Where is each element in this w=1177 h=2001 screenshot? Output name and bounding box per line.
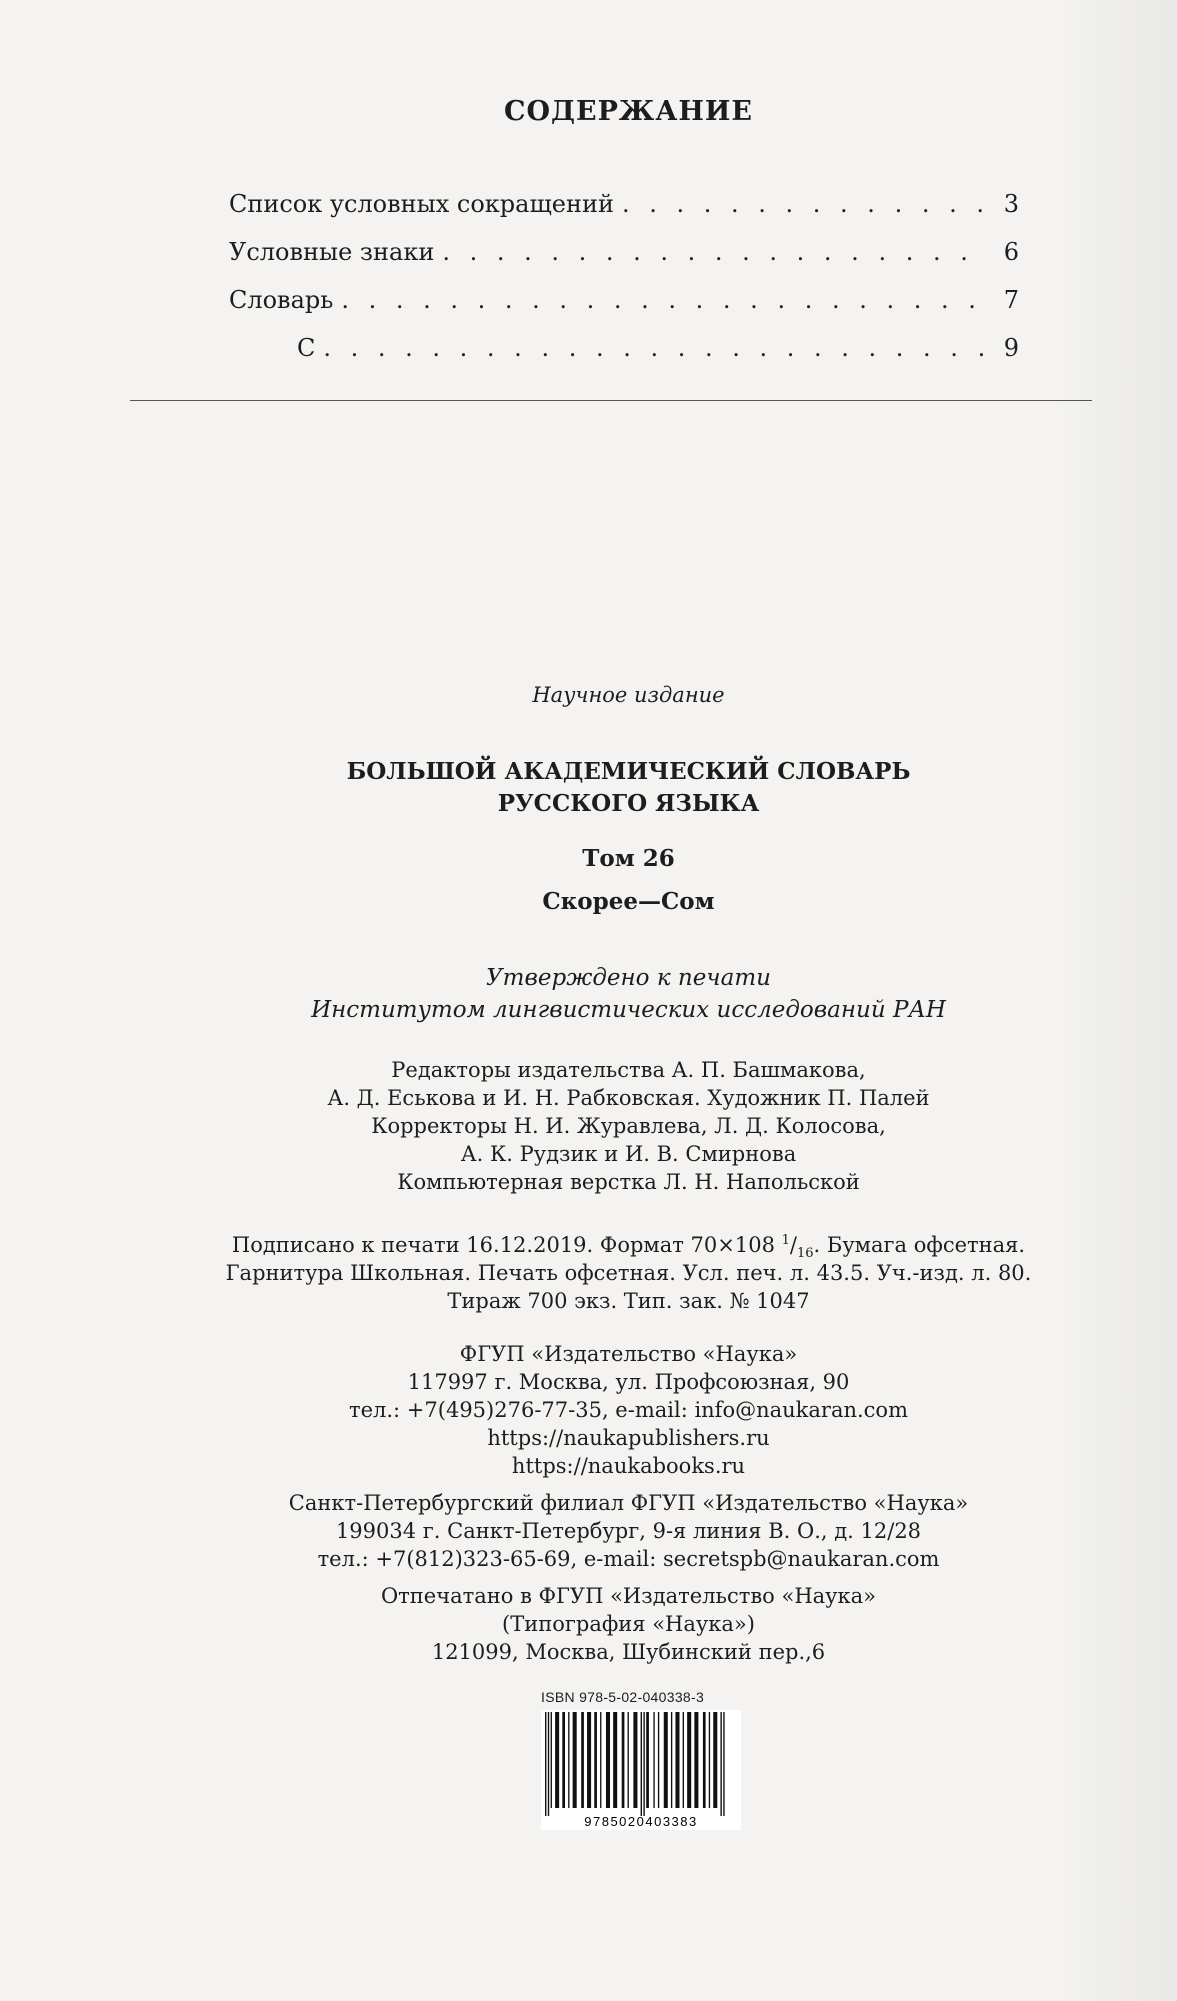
barcode-bar (694, 1712, 698, 1808)
credits-line: Редакторы издательства А. П. Башмакова, (391, 1058, 866, 1082)
print-details-text: . Бумага офсетная. (813, 1233, 1026, 1257)
volume-range: Скорее—Сом (542, 888, 715, 915)
contents-item-label: С (297, 334, 316, 362)
barcode-bar (723, 1712, 724, 1816)
barcode-bar (545, 1712, 546, 1816)
leader-dots (323, 334, 987, 362)
barcode-bar (687, 1712, 691, 1808)
book-title-line2: РУССКОГО ЯЗЫКА (497, 790, 760, 817)
print-details-line3: Тираж 700 экз. Тип. зак. № 1047 (447, 1289, 810, 1313)
contents-item-page: 3 (1003, 190, 1019, 218)
contents-item-label: Условные знаки (229, 238, 435, 266)
contents-item-label: Список условных сокращений (229, 190, 614, 218)
barcode-bar (573, 1712, 577, 1808)
edition-type: Научное издание (532, 683, 725, 707)
publisher-url: https://naukabooks.ru (511, 1454, 746, 1478)
approval-line2: Институтом лингвистических исследований РАН (311, 997, 946, 1023)
barcode-bar (613, 1712, 617, 1808)
contents-item (229, 238, 1019, 286)
barcode-bar (622, 1712, 625, 1808)
contents-item-page: 6 (1003, 238, 1019, 266)
barcode-bar (664, 1712, 668, 1808)
barcode-bar (587, 1712, 591, 1808)
barcode-bar (600, 1712, 601, 1808)
print-details-line2: Гарнитура Школьная. Печать офсетная. Усл. печ. л. 43.5. Уч.-изд. л. 80. (225, 1261, 1032, 1285)
barcode-bar (646, 1712, 649, 1808)
contents-item (229, 334, 1019, 382)
barcode-bar (628, 1712, 629, 1808)
print-details-text: Подписано к печати 16.12.2019. Формат 70×108 (231, 1233, 782, 1257)
leader-dots (442, 238, 987, 266)
contents-item (229, 286, 1019, 334)
barcode-bar (643, 1712, 644, 1816)
barcode-bar (653, 1712, 654, 1808)
barcode-bar (713, 1712, 717, 1808)
leader-dots (341, 286, 987, 314)
barcode-bar (709, 1712, 710, 1808)
contents-list (229, 190, 1019, 382)
format-fraction-numerator: 1 (781, 1233, 790, 1248)
barcode-bar (562, 1712, 565, 1808)
barcode-bar (581, 1712, 584, 1808)
credits-line: Компьютерная верстка Л. Н. Напольской (397, 1170, 860, 1194)
section-divider (130, 400, 1092, 401)
branch-line: 199034 г. Санкт-Петербург, 9-я линия В. О., д. 12/28 (335, 1519, 922, 1543)
barcode-bar (671, 1712, 672, 1808)
barcode-bar (606, 1712, 610, 1808)
barcode-bar (658, 1712, 659, 1808)
approval-line1: Утверждено к печати (486, 965, 771, 991)
printer-line: Отпечатано в ФГУП «Издательство «Наука» (380, 1584, 877, 1608)
barcode-bar (720, 1712, 721, 1816)
print-details-line1: Подписано к печати 16.12.2019. Формат 70×108 $^1/_{16}$. Бумага офсетная. (231, 1233, 1026, 1262)
printer-line: 121099, Москва, Шубинский пер.,6 (431, 1640, 826, 1664)
barcode-bar (551, 1712, 552, 1808)
barcode-bar (594, 1712, 597, 1808)
credits-line: А. Д. Еськова и И. Н. Рабковская. Художник П. Палей (327, 1086, 930, 1110)
barcode-bar (633, 1712, 637, 1808)
contents-title: СОДЕРЖАНИЕ (504, 96, 753, 127)
publisher-line: тел.: +7(495)276-77-35, e-mail: info@naukaran.com (349, 1398, 908, 1422)
isbn-label: ISBN 978-5-02-040338-3 (541, 1689, 705, 1705)
barcode-bar (555, 1712, 559, 1808)
barcode-bar (641, 1712, 642, 1816)
barcode-bar (568, 1712, 569, 1808)
publisher-line: ФГУП «Издательство «Наука» (459, 1342, 798, 1366)
barcode-bar (548, 1712, 549, 1816)
format-fraction-denominator: 16 (797, 1246, 814, 1262)
contents-item-page: 7 (1003, 286, 1019, 314)
barcode-bar (683, 1712, 684, 1808)
publisher-url: https://naukapublishers.ru (487, 1426, 770, 1450)
publisher-line: 117997 г. Москва, ул. Профсоюзная, 90 (407, 1370, 850, 1394)
branch-line: тел.: +7(812)323-65-69, e-mail: secretspb@naukaran.com (317, 1547, 940, 1571)
credits-line: А. К. Рудзик и И. В. Смирнова (460, 1142, 797, 1166)
credits-line: Корректоры Н. И. Журавлева, Л. Д. Колосова, (371, 1114, 886, 1138)
barcode-bar (703, 1712, 706, 1808)
book-title-line1: БОЛЬШОЙ АКАДЕМИЧЕСКИЙ СЛОВАРЬ (346, 758, 911, 785)
barcode-digits: 9785020403383 (584, 1814, 698, 1829)
volume-number: Том 26 (582, 845, 675, 872)
barcode-bar (675, 1712, 679, 1808)
leader-dots (622, 190, 987, 218)
contents-item-label: Словарь (229, 286, 334, 314)
printer-line: (Типография «Наука») (502, 1612, 755, 1636)
contents-item (229, 190, 1019, 238)
contents-item-page: 9 (1003, 334, 1019, 362)
branch-line: Санкт-Петербургский филиал ФГУП «Издательство «Наука» (288, 1491, 969, 1515)
isbn-barcode (541, 1710, 741, 1830)
